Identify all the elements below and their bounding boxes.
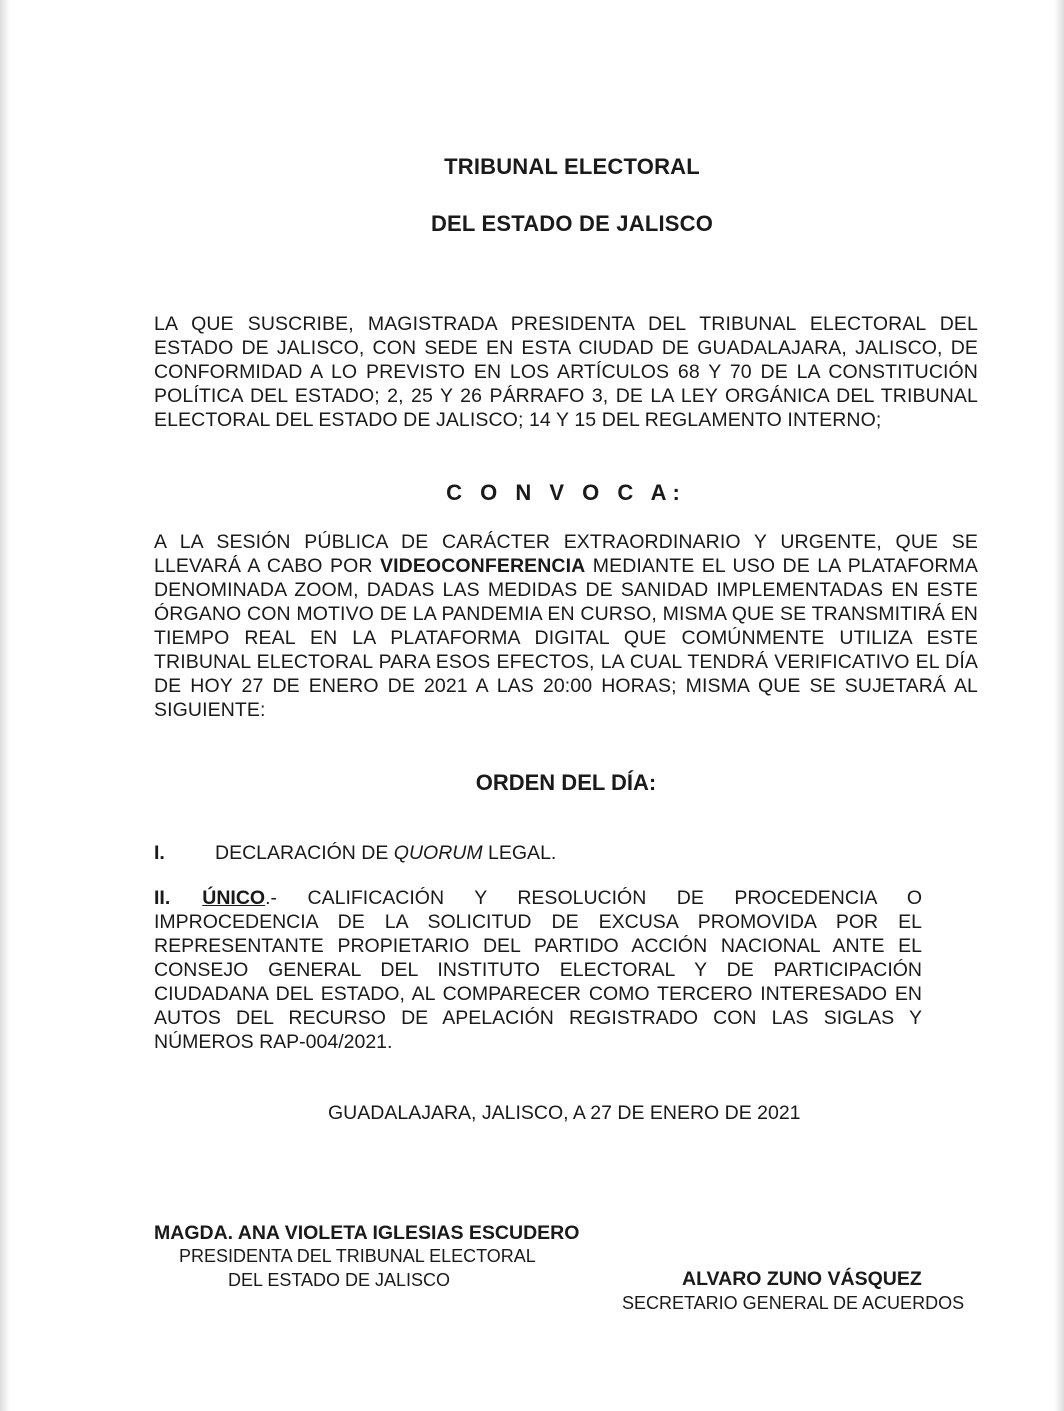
convocation-text-after: MEDIANTE EL USO DE LA PLATAFORMA DENOMINADA ZOOM, DADAS LAS MEDIDAS DE SANIDAD IMPLEMENTADAS EN ESTE ÓRGANO CON MOTIVO DE LA PANDEMIA EN CURSO, MISMA QUE SE TRANSMITIRÁ EN TIEMPO REAL EN LA PLATAFORMA DIGITAL QUE COMÚNMENTE UTILIZA ESTE TRIBUNAL ELECTORAL PARA ESOS EFECTOS, LA CUAL TENDRÁ VERIFICATIVO EL DÍA DE HOY 27 DE ENERO DE 2021 A LAS 20:00 HORAS; MISMA QUE SE SUJETARÁ AL SIGUIENTE: [154, 555, 978, 721]
convocation-text-before: A LA SESIÓN PÚBLICA DE CARÁCTER EXTRAORDINARIO Y URGENTE, QUE SE LLEVARÁ A CABO POR [154, 531, 978, 577]
convoca-heading: C O N V O C A: [446, 480, 686, 505]
agenda-item-1-text-after: LEGAL. [482, 842, 557, 864]
signature-right-name: ALVARO ZUNO VÁSQUEZ [682, 1268, 922, 1290]
agenda-item-1-italic: QUORUM [393, 842, 483, 864]
agenda-item-2-text: .- CALIFICACIÓN Y RESOLUCIÓN DE PROCEDENCIA O IMPROCEDENCIA DE LA SOLICITUD DE EXCUSA PROMOVIDA POR EL REPRESENTANTE PROPIETARIO DEL PARTIDO ACCIÓN NACIONAL ANTE EL CONSEJO GENERAL DEL INSTITUTO ELECTORAL Y DE PARTICIPACIÓN CIUDADANA DEL ESTADO, AL COMPARECER COMO TERCERO INTERESADO EN AUTOS DEL RECURSO DE APELACIÓN REGISTRADO CON LAS SIGLAS Y NÚMEROS RAP-004/2021. [154, 887, 922, 1053]
title-line-1: TRIBUNAL ELECTORAL [444, 154, 700, 179]
agenda-item-1-text [215, 842, 556, 865]
signature-left-role-line-2: DEL ESTADO DE JALISCO [228, 1270, 451, 1290]
agenda-item-2 [154, 886, 922, 1054]
intro-paragraph: LA QUE SUSCRIBE, MAGISTRADA PRESIDENTA DEL TRIBUNAL ELECTORAL DEL ESTADO DE JALISCO, CON SEDE EN ESTA CIUDAD DE GUADALAJARA, JALISCO, DE CONFORMIDAD A LO PREVISTO EN LOS ARTÍCULOS 68 Y 70 DE LA CONSTITUCIÓN POLÍTICA DEL ESTADO; 2, 25 Y 26 PÁRRAFO 3, DE LA LEY ORGÁNICA DEL TRIBUNAL ELECTORAL DEL ESTADO DE JALISCO; 14 Y 15 DEL REGLAMENTO INTERNO; [154, 313, 978, 431]
convocation-paragraph [154, 530, 978, 722]
agenda-item-2-bold: ÚNICO [202, 887, 266, 909]
place-date: GUADALAJARA, JALISCO, A 27 DE ENERO DE 2021 [328, 1102, 801, 1124]
title-line-2: DEL ESTADO DE JALISCO [430, 211, 714, 236]
signature-left-name: MAGDA. ANA VIOLETA IGLESIAS ESCUDERO [154, 1222, 580, 1244]
agenda-item-2-number: II. [154, 887, 171, 909]
signature-left-role-line-1: PRESIDENTA DEL TRIBUNAL ELECTORAL [179, 1246, 536, 1266]
agenda-item-1-text-before: DECLARACIÓN DE [215, 842, 394, 864]
orden-heading: ORDEN DEL DÍA: [475, 770, 657, 795]
signature-right-role: SECRETARIO GENERAL DE ACUERDOS [622, 1293, 965, 1313]
convocation-bold-term: VIDEOCONFERENCIA [380, 555, 586, 577]
agenda-item-1-number: I. [154, 842, 165, 864]
